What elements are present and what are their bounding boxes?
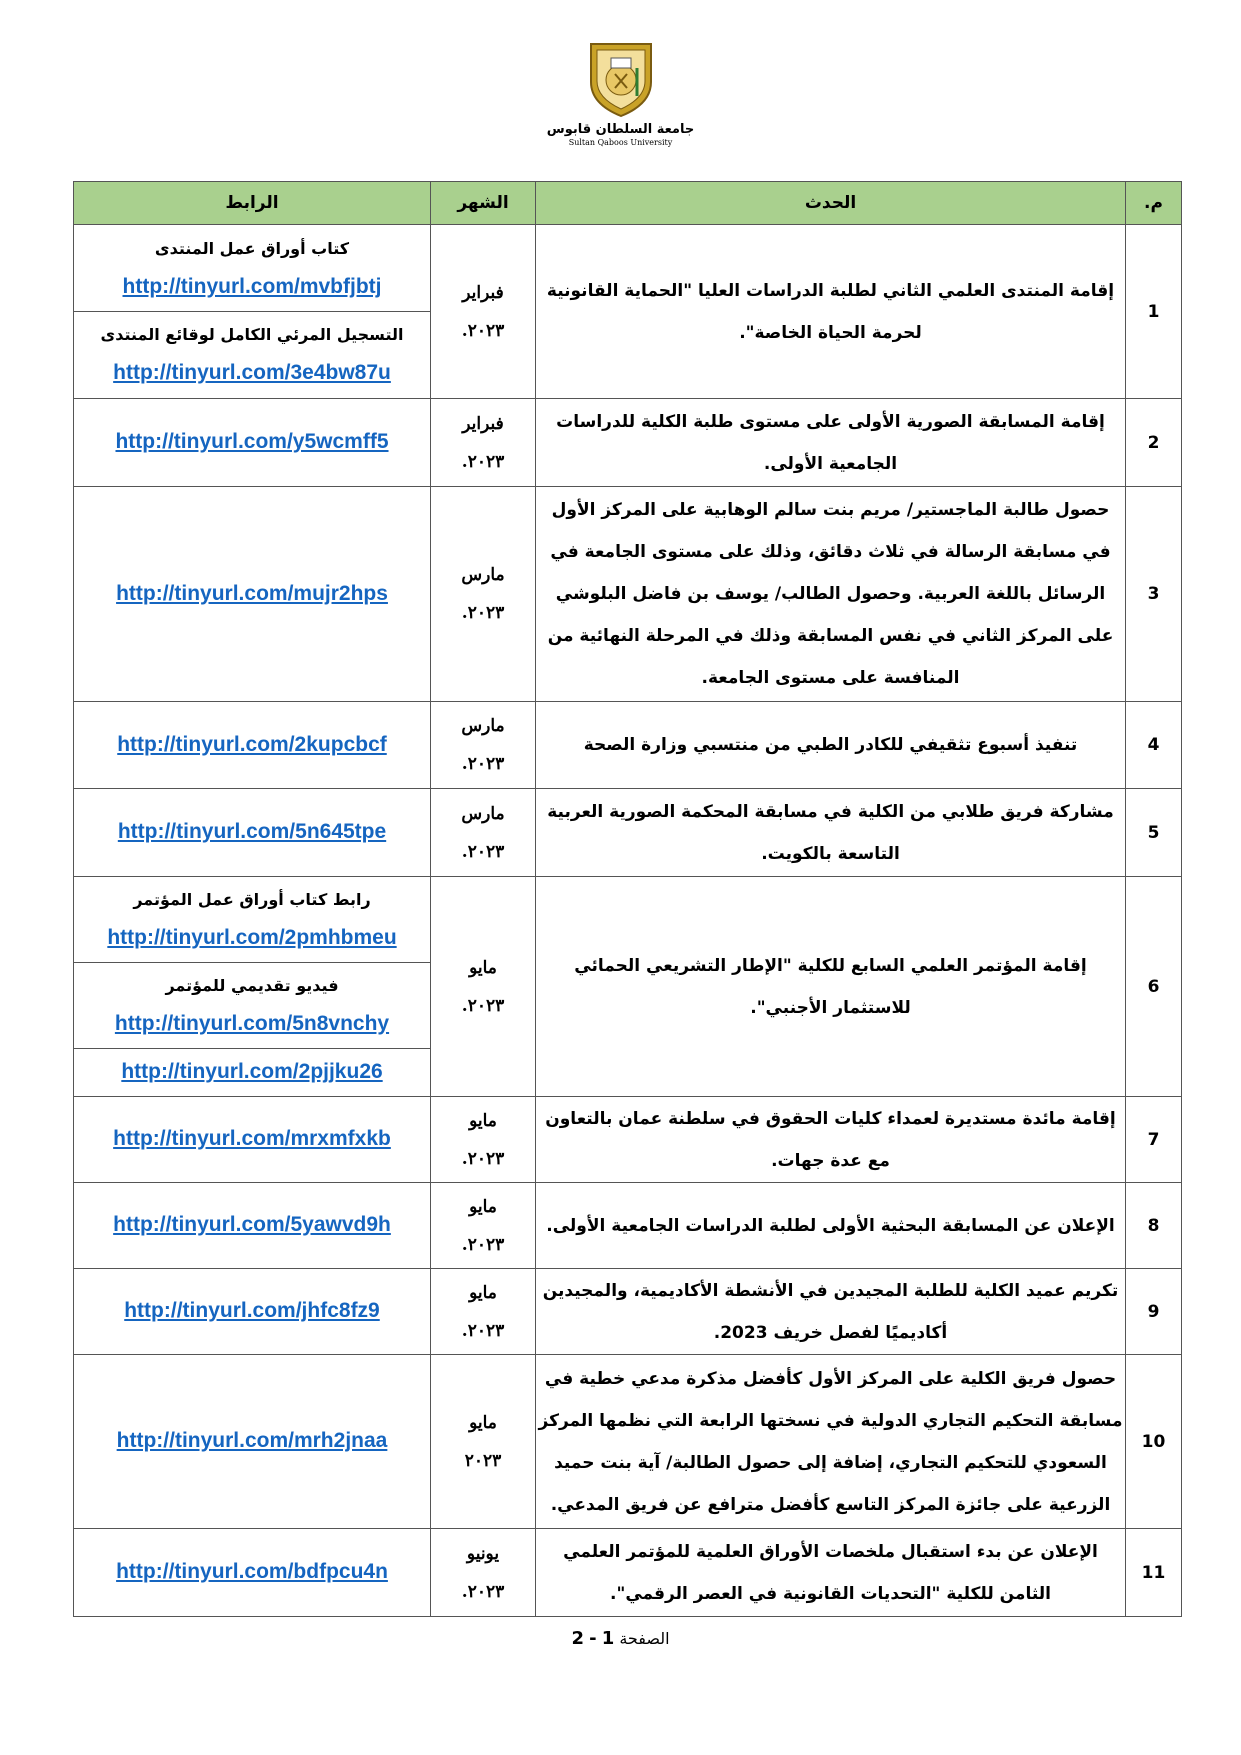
links-cell (74, 702, 431, 789)
event-link[interactable]: http://tinyurl.com/3e4bw87u (113, 361, 391, 384)
header-month: الشهر (431, 182, 536, 225)
links-cell (74, 789, 431, 877)
table-row (74, 877, 1182, 1097)
event-date (431, 1097, 536, 1183)
university-name-english: Sultan Qaboos University (568, 138, 673, 147)
university-crest-icon (587, 38, 655, 118)
current-page: 1 (601, 1628, 615, 1649)
table-row (74, 1269, 1182, 1355)
row-number: 9 (1126, 1269, 1182, 1355)
event-year: ٢٠٢٣ (464, 1450, 502, 1471)
event-link[interactable]: http://tinyurl.com/mvbfjbtj (122, 275, 382, 298)
table-header-row (74, 182, 1182, 225)
row-number: 6 (1126, 877, 1182, 1097)
links-cell (74, 1529, 431, 1617)
event-year: ٢٠٢٣. (461, 754, 505, 774)
event-month: مارس (461, 716, 505, 736)
event-year: ٢٠٢٣. (461, 841, 505, 862)
link-block (74, 877, 430, 963)
event-link[interactable]: http://tinyurl.com/jhfc8fz9 (124, 1299, 380, 1322)
row-number: 4 (1126, 702, 1182, 789)
event-link[interactable]: http://tinyurl.com/2pmhbmeu (107, 926, 397, 949)
table-row (74, 702, 1182, 789)
links-cell (74, 1183, 431, 1269)
event-link[interactable]: http://tinyurl.com/y5wcmff5 (115, 430, 389, 453)
event-link[interactable]: http://tinyurl.com/2pjjku26 (121, 1060, 383, 1083)
event-description: إقامة مائدة مستديرة لعمداء كليات الحقوق في سلطنة عمان بالتعاون مع عدة جهات. (536, 1097, 1126, 1183)
row-number: 5 (1126, 789, 1182, 877)
event-date (431, 1355, 536, 1529)
link-block (74, 1418, 430, 1465)
link-block (74, 312, 430, 397)
event-date (431, 399, 536, 487)
event-link[interactable]: http://tinyurl.com/5n8vnchy (114, 1012, 390, 1035)
links-cell (74, 225, 431, 399)
link-caption: كتاب أوراق عمل المنتدى (154, 239, 350, 258)
event-year: ٢٠٢٣. (461, 1234, 505, 1255)
link-caption: التسجيل المرئي الكامل لوقائع المنتدى (100, 325, 404, 344)
event-date (431, 1269, 536, 1355)
header-event: الحدث (536, 182, 1126, 225)
event-link[interactable]: http://tinyurl.com/mrh2jnaa (116, 1429, 388, 1452)
event-month: فبراير (462, 413, 504, 434)
link-block (74, 1549, 430, 1596)
event-year: ٢٠٢٣. (461, 451, 505, 472)
event-description: الإعلان عن المسابقة البحثية الأولى لطلبة الدراسات الجامعية الأولى. (536, 1183, 1126, 1269)
event-description: مشاركة فريق طلابي من الكلية في مسابقة المحكمة الصورية العربية التاسعة بالكويت. (536, 789, 1126, 877)
row-number: 11 (1126, 1529, 1182, 1617)
event-link[interactable]: http://tinyurl.com/mrxmfxkb (113, 1127, 391, 1150)
event-month: مارس (461, 803, 505, 824)
links-cell (74, 1355, 431, 1529)
page-label: الصفحة (619, 1629, 670, 1648)
page-footer (0, 1628, 1241, 1649)
total-pages: 2 (571, 1628, 585, 1649)
event-date (431, 487, 536, 702)
table-row (74, 1183, 1182, 1269)
table-body (74, 225, 1182, 1617)
link-block (74, 963, 430, 1049)
link-block (74, 571, 430, 618)
event-date (431, 877, 536, 1097)
link-block (74, 722, 430, 769)
links-cell (74, 487, 431, 702)
event-description: حصول طالبة الماجستير/ مريم بنت سالم الوهابية على المركز الأول في مسابقة الرسالة في ثلاث دقائق، وذلك على مستوى الجامعة في الرسائل باللغة العربية. وحصول الطالب/ يوسف بن فاضل البلوشي على المركز الثاني في نفس المسابقة وذلك في المرحلة النهائية من المنافسة على مستوى الجامعة. (536, 487, 1126, 702)
table-row (74, 225, 1182, 399)
links-cell (74, 1097, 431, 1183)
event-description: حصول فريق الكلية على المركز الأول كأفضل مذكرة مدعي خطية في مسابقة التحكيم التجاري الدولية في نسختها الرابعة التي نظمها المركز السعودي للتحكيم التجاري، إضافة إلى حصول الطالبة/ آية بنت حميد الزرعية على جائزة المركز التاسع كأفضل مترافع عن فريق المدعي. (536, 1355, 1126, 1529)
links-cell (74, 1269, 431, 1355)
links-cell (74, 399, 431, 487)
event-month: مايو (469, 1110, 497, 1131)
event-description: الإعلان عن بدء استقبال ملخصات الأوراق العلمية للمؤتمر العلمي الثامن للكلية "التحديات القانونية في العصر الرقمي". (536, 1529, 1126, 1617)
event-month: مايو (469, 957, 497, 978)
link-block (74, 1288, 430, 1335)
links-cell (74, 877, 431, 1097)
event-description: تكريم عميد الكلية للطلبة المجيدين في الأنشطة الأكاديمية، والمجيدين أكاديميًا لفصل خريف 2023. (536, 1269, 1126, 1355)
events-table (73, 181, 1182, 1617)
row-number: 7 (1126, 1097, 1182, 1183)
link-block (74, 419, 430, 466)
event-description: إقامة المنتدى العلمي الثاني لطلبة الدراسات العليا "الحماية القانونية لحرمة الحياة الخاصة". (536, 225, 1126, 399)
link-caption: رابط كتاب أوراق عمل المؤتمر (133, 890, 371, 909)
event-year: ٢٠٢٣. (461, 995, 505, 1016)
event-link[interactable]: http://tinyurl.com/5yawvd9h (113, 1213, 391, 1236)
event-month: يونيو (466, 1543, 500, 1564)
link-block (74, 226, 430, 312)
event-link[interactable]: http://tinyurl.com/mujr2hps (116, 581, 388, 605)
page-separator: - (589, 1628, 597, 1649)
table-row (74, 399, 1182, 487)
event-date (431, 789, 536, 877)
event-description: إقامة المؤتمر العلمي السابع للكلية "الإطار التشريعي الحمائي للاستثمار الأجنبي". (536, 877, 1126, 1097)
row-number: 10 (1126, 1355, 1182, 1529)
event-year: ٢٠٢٣. (461, 1320, 505, 1341)
event-link[interactable]: http://tinyurl.com/5n645tpe (117, 820, 387, 843)
link-block (74, 1049, 430, 1096)
row-number: 1 (1126, 225, 1182, 399)
event-month: مايو (469, 1412, 497, 1433)
event-link[interactable]: http://tinyurl.com/2kupcbcf (117, 732, 387, 756)
table-row (74, 789, 1182, 877)
event-description: تنفيذ أسبوع تثقيفي للكادر الطبي من منتسبي وزارة الصحة (536, 702, 1126, 789)
event-month: مارس (461, 565, 505, 585)
university-logo (0, 38, 1241, 148)
table-row (74, 1529, 1182, 1617)
event-year: ٢٠٢٣. (461, 320, 505, 341)
event-date (431, 225, 536, 399)
header-link: الرابط (74, 182, 431, 225)
event-date (431, 1529, 536, 1617)
event-month: مايو (469, 1196, 497, 1217)
row-number: 8 (1126, 1183, 1182, 1269)
event-month: مايو (469, 1282, 497, 1303)
link-block (74, 809, 430, 856)
link-block (74, 1202, 430, 1249)
table-row (74, 1097, 1182, 1183)
event-month: فبراير (462, 282, 504, 303)
event-date (431, 1183, 536, 1269)
link-block (74, 1116, 430, 1163)
header-number: م. (1126, 182, 1182, 225)
university-name-arabic: جامعة السلطان قابوس (546, 122, 695, 137)
row-number: 3 (1126, 487, 1182, 702)
link-caption: فيديو تقديمي للمؤتمر (165, 976, 339, 995)
event-year: ٢٠٢٣. (461, 603, 505, 623)
event-link[interactable]: http://tinyurl.com/bdfpcu4n (116, 1560, 388, 1583)
row-number: 2 (1126, 399, 1182, 487)
event-year: ٢٠٢٣. (461, 1148, 505, 1169)
event-date (431, 702, 536, 789)
event-description: إقامة المسابقة الصورية الأولى على مستوى طلبة الكلية للدراسات الجامعية الأولى. (536, 399, 1126, 487)
table-row (74, 487, 1182, 702)
table-row (74, 1355, 1182, 1529)
event-year: ٢٠٢٣. (461, 1581, 505, 1602)
